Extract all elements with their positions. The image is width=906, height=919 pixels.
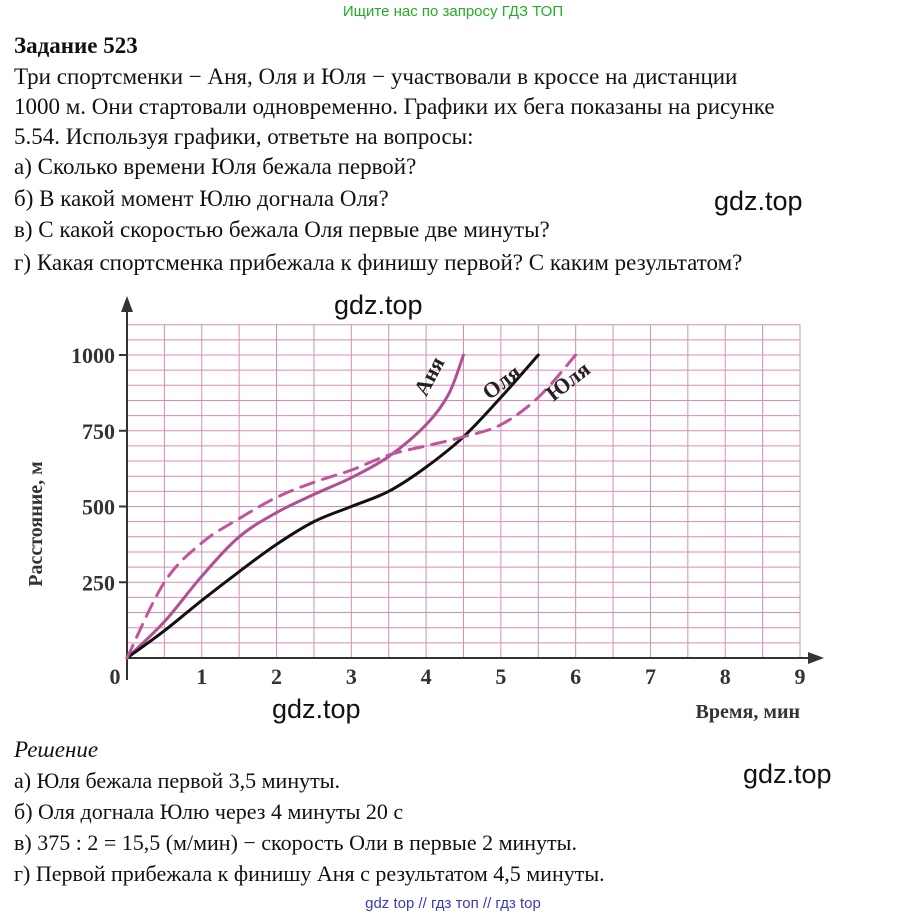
solution-line: в) 375 : 2 = 15,5 (м/мин) − скорость Оли в первые 2 минуты.	[14, 830, 577, 855]
footer-links: gdz top // гдз топ // гдз top	[365, 895, 541, 912]
y-tick-label: 500	[82, 494, 115, 520]
y-axis-label: Расстояние, м	[25, 461, 47, 587]
x-tick-label: 0	[109, 664, 121, 689]
task-line: а) Сколько времени Юля бежала первой?	[14, 154, 417, 179]
x-axis-label: Время, мин	[695, 701, 800, 723]
x-tick-label: 1	[196, 664, 208, 689]
task-line: б) В какой момент Юлю догнала Оля?	[14, 186, 389, 211]
task-line: в) С какой скоростью бежала Оля первые две минуты?	[14, 217, 550, 242]
x-tick-label: 8	[719, 664, 731, 689]
y-tick-label: 750	[82, 418, 115, 444]
task-line: 5.54. Используя графики, ответьте на вопросы:	[14, 124, 474, 149]
x-tick-label: 9	[794, 664, 806, 689]
solution-heading: Решение	[14, 737, 99, 762]
task-line: Три спортсменки − Аня, Оля и Юля − участвовали в кроссе на дистанции	[14, 64, 738, 89]
x-tick-label: 3	[345, 664, 357, 689]
search-banner: Ищите нас по запросу ГДЗ ТОП	[342, 3, 564, 20]
watermark: gdz.top	[743, 759, 832, 789]
distance-time-chart	[0, 290, 906, 730]
watermark: gdz.top	[272, 694, 361, 724]
x-tick-label: 6	[570, 664, 582, 689]
chart-grid	[127, 325, 800, 658]
chart-axes	[121, 296, 824, 680]
x-tick-label: 2	[271, 664, 283, 689]
x-tick-label: 5	[495, 664, 507, 689]
task-line: 1000 м. Они стартовали одновременно. Графики их бега показаны на рисунке	[14, 94, 775, 119]
watermark: gdz.top	[714, 186, 803, 216]
solution-line: г) Первой прибежала к финишу Аня с результатом 4,5 минуты.	[14, 861, 605, 886]
y-tick-label: 250	[82, 570, 115, 596]
task-title: Задание 523	[14, 33, 138, 58]
y-tick-label: 1000	[71, 343, 115, 368]
series-label-yulya: Юля	[540, 356, 595, 406]
series-label-olya: Оля	[477, 359, 526, 405]
series-label-anya: Аня	[408, 352, 450, 400]
y-axis-arrow	[121, 296, 133, 312]
x-tick-label: 7	[644, 664, 656, 689]
task-line: г) Какая спортсменка прибежала к финишу первой? С каким результатом?	[14, 250, 743, 275]
x-tick-label: 4	[420, 664, 432, 689]
solution-line: б) Оля догнала Юлю через 4 минуты 20 с	[14, 799, 404, 824]
watermark: gdz.top	[334, 290, 423, 320]
x-axis-arrow	[808, 652, 824, 664]
solution-line: а) Юля бежала первой 3,5 минуты.	[14, 768, 340, 793]
